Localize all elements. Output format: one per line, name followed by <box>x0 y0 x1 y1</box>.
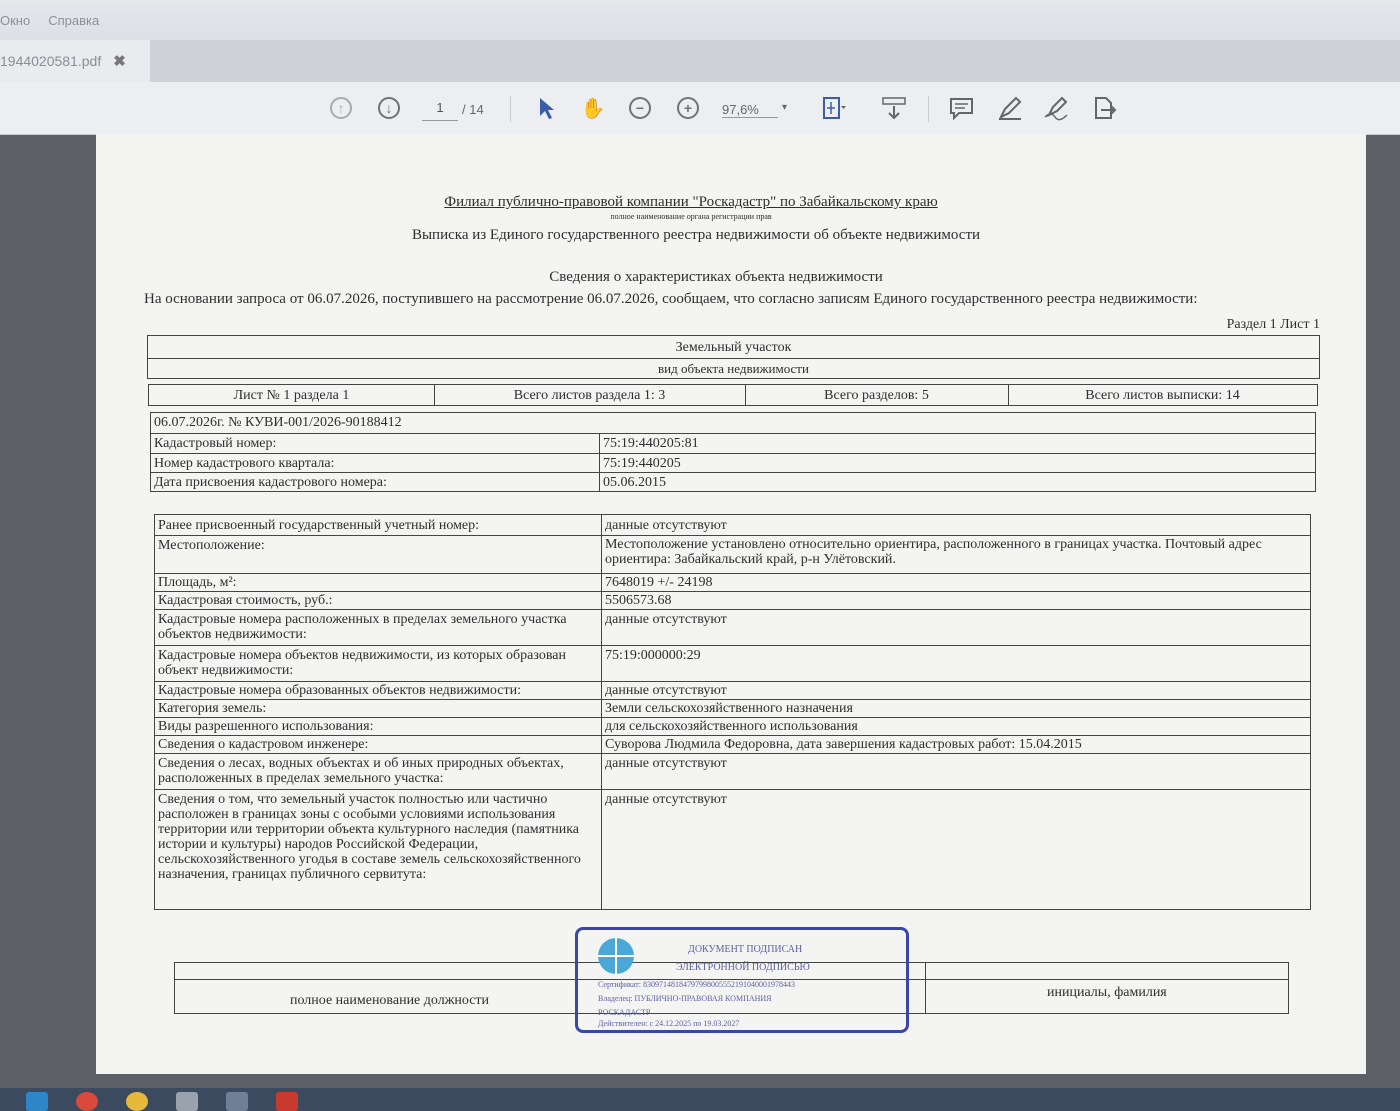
stamp-certificate: Сертификат: 83097148184797998005552191040001978443 <box>598 980 795 989</box>
position-caption: полное наименование должности <box>290 993 490 1008</box>
table-divider <box>148 358 1319 359</box>
ident-label: Дата присвоения кадастрового номера: <box>154 475 387 490</box>
document-page <box>96 134 1366 1074</box>
sheet-info-row <box>148 384 1318 406</box>
stamp-line1: ДОКУМЕНТ ПОДПИСАН <box>688 944 803 955</box>
source-cadastral-number: 75:19:000000:29 <box>605 648 701 663</box>
row-value: данные отсутствуют <box>605 756 727 771</box>
table-divider <box>155 789 1310 790</box>
zoom-level-select[interactable]: 97,6% <box>722 102 778 118</box>
fit-page-icon <box>821 96 847 120</box>
hand-icon: ✋ <box>580 97 606 120</box>
sign-button[interactable] <box>1042 94 1070 122</box>
table-divider <box>155 609 1310 610</box>
section-reference: Раздел 1 Лист 1 <box>1226 317 1320 332</box>
row-label: Ранее присвоенный государственный учетный номер: <box>158 518 480 533</box>
fit-page-button[interactable] <box>820 94 848 122</box>
table-divider <box>155 699 1310 700</box>
table-divider <box>155 735 1310 736</box>
table-divider <box>151 453 1315 454</box>
chevron-down-icon[interactable]: ▾ <box>782 102 788 113</box>
zoom-in-button[interactable] <box>674 94 702 122</box>
toolbar <box>0 82 1400 135</box>
stamp-valid: Действителен: с 24.12.2025 по 19.03.2027 <box>598 1019 740 1028</box>
row-label: Сведения о лесах, водных объектах и об иных природных объектах, расположенных в пределах земельного участка: <box>158 756 564 786</box>
minus-icon: − <box>629 97 651 119</box>
row-value: данные отсутствуют <box>605 792 727 807</box>
table-divider <box>155 535 1310 536</box>
row-label: Кадастровые номера расположенных в пределах земельного участка объектов недвижимости: <box>158 612 567 642</box>
highlight-button[interactable] <box>996 94 1024 122</box>
land-category: Земли сельскохозяйственного назначения <box>605 701 853 716</box>
row-value: данные отсутствуют <box>605 683 727 698</box>
cursor-arrow-icon <box>536 96 556 120</box>
org-name: Филиал публично-правовой компании "Роскадастр" по Забайкальскому краю <box>444 194 938 210</box>
row-label: Кадастровая стоимость, руб.: <box>158 593 333 608</box>
yandex-browser-icon[interactable] <box>76 1092 98 1111</box>
plus-icon: + <box>677 97 699 119</box>
table-divider <box>151 433 1315 434</box>
section-sheets-total: Всего листов раздела 1: 3 <box>513 388 666 403</box>
cadastral-quarter: 75:19:440205 <box>603 456 681 471</box>
table-divider <box>155 717 1310 718</box>
close-icon[interactable]: ✖ <box>113 53 126 70</box>
cadastral-engineer: Суворова Людмила Федоровна, дата завершения кадастровых работ: 15.04.2015 <box>605 737 1082 752</box>
document-subtitle: Сведения о характеристиках объекта недвижимости <box>549 269 883 285</box>
sheet-number: Лист № 1 раздела 1 <box>233 388 350 403</box>
scroll-down-icon <box>881 95 907 121</box>
tab-filename: 1944020581.pdf <box>0 53 102 69</box>
row-label: Местоположение: <box>158 538 265 553</box>
select-tool-button[interactable] <box>532 94 560 122</box>
edge-icon[interactable] <box>26 1092 48 1111</box>
cell-divider <box>599 433 600 491</box>
org-caption: полное наименование органа регистрации прав <box>610 212 772 221</box>
taskbar <box>0 1088 1400 1111</box>
name-caption: инициалы, фамилия <box>1047 985 1167 1000</box>
object-type-caption: вид объекта недвижимости <box>658 361 809 376</box>
row-label: Кадастровые номера объектов недвижимости, из которых образован объект недвижимости: <box>158 648 566 678</box>
row-label: Площадь, м²: <box>158 575 237 590</box>
location-value: Местоположение установлено относительно ориентира, расположенного в границах участка. Почтовый адрес ориентира: Забайкальский край, р-н Улётовский. <box>605 537 1262 567</box>
assignment-date: 05.06.2015 <box>603 475 666 490</box>
document-title: Выписка из Единого государственного реестра недвижимости об объекте недвижимости <box>411 227 981 243</box>
object-type-box <box>147 335 1320 379</box>
row-label: Сведения о том, что земельный участок полностью или частично расположен в границах зоны с особыми условиями использования территории или территории объекта культурного наследия (памятника истории и культуры) народов Российской Федерации, сельскохозяйственного угодья в составе земель сельскохозяйственного назначения, границах публичного сервитута: <box>158 792 581 882</box>
ident-label: Кадастровый номер: <box>154 436 277 451</box>
cell-divider <box>601 515 602 909</box>
cell-divider <box>925 963 926 1013</box>
characteristics-table <box>154 514 1311 910</box>
table-divider <box>151 472 1315 473</box>
table-divider <box>155 645 1310 646</box>
document-number: 06.07.2026г. № КУВИ-001/2026-90188412 <box>154 415 402 430</box>
comment-button[interactable] <box>948 94 976 122</box>
pen-icon <box>997 95 1023 121</box>
object-type: Земельный участок <box>675 340 792 355</box>
prev-page-button[interactable] <box>327 94 355 122</box>
export-button[interactable] <box>1090 94 1118 122</box>
chrome-icon[interactable] <box>126 1092 148 1111</box>
permitted-use: для сельскохозяйственного использования <box>605 719 858 734</box>
arrow-down-icon: ↓ <box>378 97 400 119</box>
tab-bar <box>0 40 1400 82</box>
ident-label: Номер кадастрового квартала: <box>154 456 335 471</box>
table-divider <box>155 681 1310 682</box>
stamp-owner-2: РОСКАДАСТР <box>598 1008 651 1017</box>
comment-icon <box>949 96 975 120</box>
stamp-owner: Владелец: ПУБЛИЧНО-ПРАВОВАЯ КОМПАНИЯ <box>598 994 772 1003</box>
area-value: 7648019 +/- 24198 <box>605 575 713 590</box>
arrow-up-icon: ↑ <box>330 97 352 119</box>
cadastral-value: 5506573.68 <box>605 593 672 608</box>
sections-total: Всего разделов: 5 <box>824 388 929 403</box>
zoom-out-button[interactable] <box>626 94 654 122</box>
page-number-input[interactable]: 1 <box>422 100 458 121</box>
menu-window[interactable]: Окно <box>0 12 31 28</box>
acrobat-icon[interactable] <box>276 1092 298 1111</box>
save-icon[interactable] <box>226 1092 248 1111</box>
hand-tool-button[interactable] <box>579 94 607 122</box>
row-label: Категория земель: <box>158 701 267 716</box>
toolbar-separator <box>928 96 929 122</box>
table-divider <box>155 753 1310 754</box>
row-label: Сведения о кадастровом инженере: <box>158 737 369 752</box>
signature-pen-icon <box>1043 95 1069 121</box>
export-icon <box>1091 95 1117 121</box>
scroll-mode-button[interactable] <box>880 94 908 122</box>
menu-bar <box>0 0 1400 40</box>
row-value: данные отсутствуют <box>605 518 727 533</box>
roskadastr-logo <box>598 938 634 974</box>
e-signature-stamp <box>575 927 909 1033</box>
stamp-line2: ЭЛЕКТРОННОЙ ПОДПИСЬЮ <box>676 962 810 973</box>
toolbar-separator <box>510 96 511 122</box>
extract-sheets-total: Всего листов выписки: 14 <box>1085 388 1240 403</box>
ident-table <box>150 412 1316 492</box>
cadastral-number: 75:19:440205:81 <box>603 436 699 451</box>
intro-text: На основании запроса от 06.07.2026, поступившего на рассмотрение 06.07.2026, сообщаем, что согласно записям Единого государственного реестра недвижимости: <box>144 291 1198 307</box>
row-label: Кадастровые номера образованных объектов недвижимости: <box>158 683 521 698</box>
document-tab[interactable] <box>0 40 150 82</box>
file-manager-icon[interactable] <box>176 1092 198 1111</box>
table-divider <box>155 591 1310 592</box>
page-total: / 14 <box>462 102 484 117</box>
row-label: Виды разрешенного использования: <box>158 719 374 734</box>
menu-help[interactable]: Справка <box>48 12 100 28</box>
table-divider <box>155 573 1310 574</box>
row-value: данные отсутствуют <box>605 612 727 627</box>
next-page-button[interactable] <box>375 94 403 122</box>
